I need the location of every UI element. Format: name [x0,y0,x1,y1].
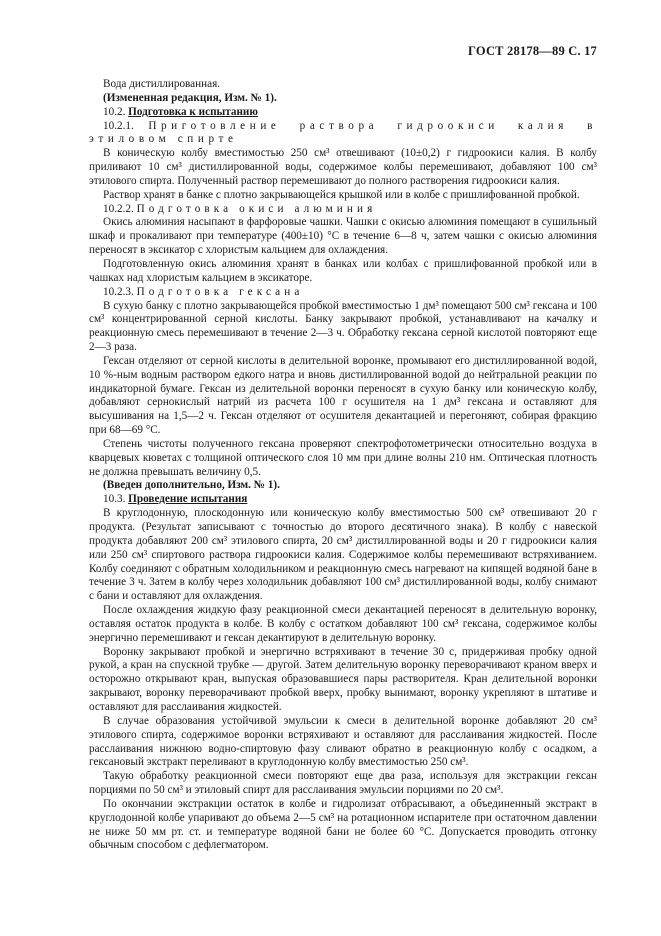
document-body [89,78,597,853]
paragraph: В круглодонную, плоскодонную или коническую колбу вместимостью 500 см³ отвешивают 20 г продукта. (Результат записывают с точностью до второго десятичного знака). В колбу с навеской продукта добавляют 200 см³ этилового спирта, 20 см³ дистиллированной воды и 20 г гидроокиси калия или 250 см³ спиртового раствора гидроокиси калия. Содержимое колбы перемешивают встряхиванием. Колбу соединяют с обратным холодильником и реакционную смесь нагревают на кипящей водяной бане в течение 3 ч. Затем в колбу через холодильник добавляют 100 см³ дистиллированной воды, колбу снимают с бани и оставляют для охлаждения. [89,507,597,603]
section-title: Приготовление раствора гидроокиси калия в этиловом спирте [89,119,597,146]
section-title: Проведение испытания [128,493,248,506]
paragraph: По окончании экстракции остаток в колбе и гидролизат отбрасывают, а объединенный экстракт в круглодонной колбе упаривают до объема 2—5 см³ на ротационном испарителе при остаточном давлении не ниже 50 мм рт. ст. и температуре водяной бани не более 60 °С. Допускается проводить отгонку обычным способом с дефлегматором. [89,797,597,852]
amendment-note: (Введен дополнительно, Изм. № 1). [103,479,280,492]
paragraph: Воронку закрывают пробкой и энергично встряхивают в течение 30 с, придерживая пробку одной рукой, а кран на спускной трубке — другой. Затем делительную воронку переворачивают краном вверх и осторожно открывают кран, выпуская образовавшиеся пары растворителя. Кран делительной воронки закрывают, воронку переворачивают пробкой вверх, пробку вынимают, воронку укрепляют в штативе и оставляют для расслаивания жидкостей. [89,645,597,713]
paragraph: Подготовленную окись алюминия хранят в банках или колбах с пришлифованной пробкой или в чашках над хлористым кальцием в эксикаторе. [89,257,597,284]
paragraph: Окись алюминия насыпают в фарфоровые чашки. Чашки с окисью алюминия помещают в сушильный шкаф и прокаливают при температуре (400±10) °С в течение 6—8 ч, затем чашки с окисью алюминия переносят в эксикатор с хлористым кальцием для охлаждения. [89,216,597,257]
paragraph: В случае образования устойчивой эмульсии к смеси в делительной воронке добавляют 20 см³ этилового спирта, содержимое воронки встряхивают и оставляют для расслаивания жидкостей. После расслаивания нижнюю водно-спиртовую фазу сливают обратно в реакционную колбу с осадком, а гексановый экстракт переливают в круглодонную колбу вместимостью 250 см³. [89,714,597,769]
paragraph: Такую обработку реакционной смеси повторяют еще два раза, используя для экстракции гексан порциями по 50 см³ и этиловый спирт для расслаивания эмульсии порциями по 20 см³. [89,770,597,797]
paragraph: Вода дистиллированная. [103,78,221,90]
paragraph: После охлаждения жидкую фазу реакционной смеси декантацией переносят в делительную воронку, оставляя остаток продукта в колбе. В колбу с остатком добавляют 100 см³ гексана, содержимое колбы энергично перемешивают и гексан декантируют в делительную воронку. [89,604,597,644]
amendment-note: (Измененная редакция, Изм. № 1). [103,91,277,104]
section-number: 10.2.3. [103,285,134,298]
section-title: Подготовка к испытанию [128,105,258,118]
section-heading-10-2-3 [89,286,597,300]
section-number: 10.3. [103,493,126,506]
section-number: 10.2.1. [103,119,134,132]
paragraph: Раствор хранят в банке с плотно закрывающейся крышкой или в колбе с пришлифованной пробкой. [103,188,580,201]
section-heading-10-2-1 [89,120,597,148]
paragraph: Степень чистоты полученного гексана проверяют спектрофотометрически относительно воздуха в кварцевых кюветах с толщиной оптического слоя 10 мм при длине волны 210 нм. Оптическая плотность не должна превышать величину 0,5. [89,437,597,478]
section-number: 10.2. [103,105,126,118]
paragraph: В коническую колбу вместимостью 250 см³ отвешивают (10±0,2) г гидроокиси калия. В колбу приливают 10 см³ дистиллированной воды, содержимое колбы перемешивают, добавляют 100 см³ этилового спирта. Полученный раствор перемешивают до полного растворения гидроокиси калия. [89,147,597,187]
paragraph: Гексан отделяют от серной кислоты в делительной воронке, промывают его дистиллированной водой, 10 %-ным водным раствором едкого натра и вновь дистиллированной водой до нейтральной реакции по индикаторной бумаге. Гексан из делительной воронки переносят в сухую банку или коническую колбу, добавляют сернокислый натрий из расчета 100 г осушителя на 1 дм³ гексана и оставляют для высушивания на 1,5—2 ч. Гексан отделяют от осушителя декантацией и перегоняют, собирая фракцию при 68—69 °С. [89,354,597,437]
section-heading-10-2 [89,106,597,120]
section-number: 10.2.2. [103,202,134,215]
paragraph: В сухую банку с плотно закрывающейся пробкой вместимостью 1 дм³ помещают 500 см³ гексана и 100 см³ концентрированной серной кислоты. Банку закрывают пробкой, устанавливают на качалку и реакционную смесь перемешивают в течение 2—3 ч. Обработку гексана серной кислотой повторяют еще 2—3 раза. [89,299,597,354]
page-header: ГОСТ 28178—89 С. 17 [468,44,597,58]
section-heading-10-3 [89,493,597,507]
section-title: Подготовка гексана [136,285,304,298]
section-title: Подготовка окиси алюминия [136,202,377,215]
section-heading-10-2-2 [89,203,597,217]
